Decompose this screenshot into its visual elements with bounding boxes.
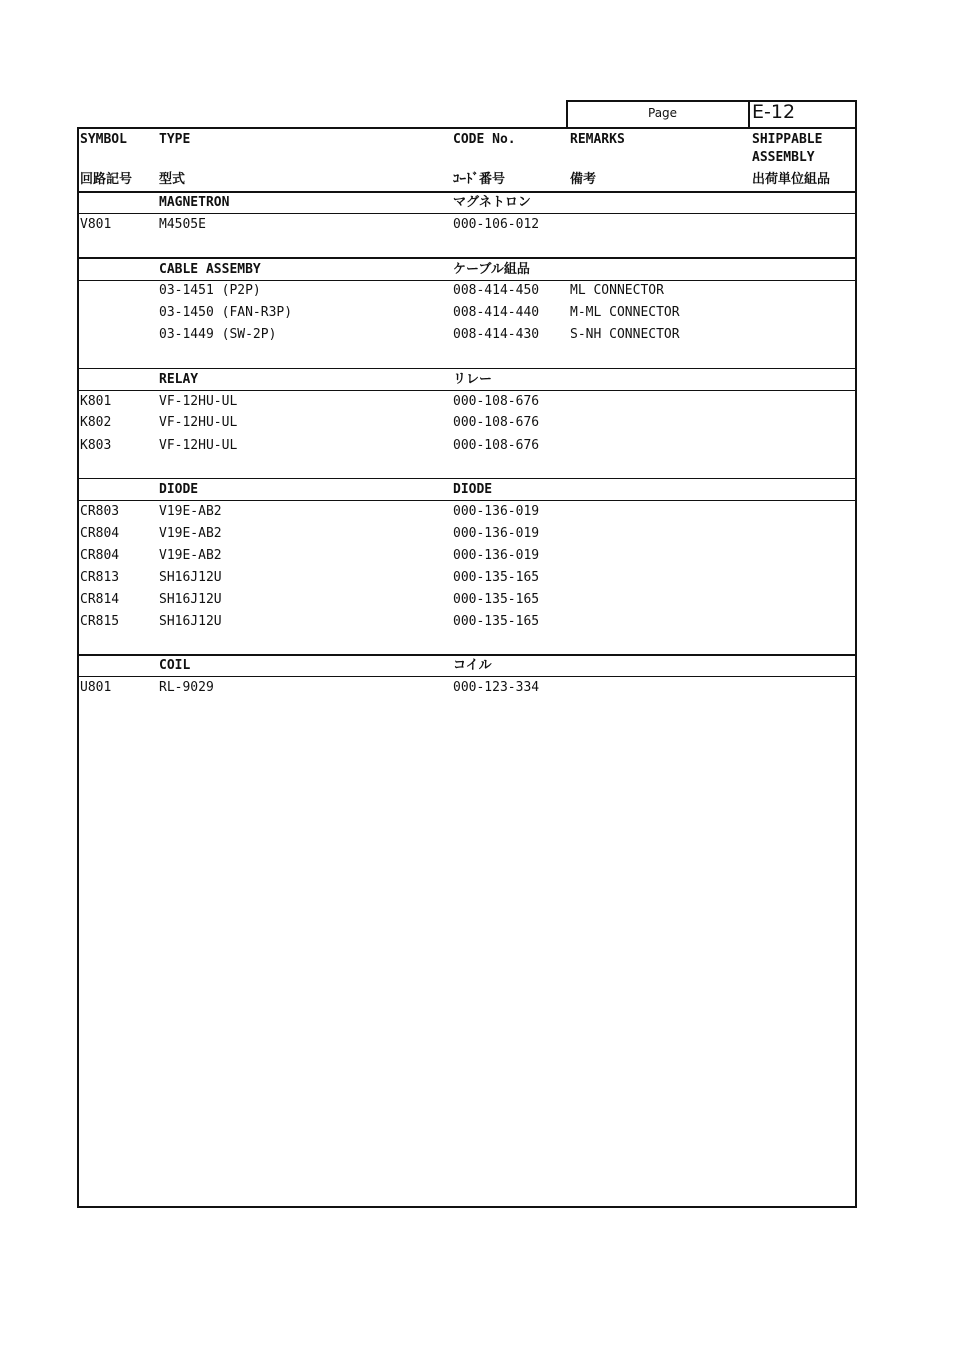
header-type: TYPE — [159, 132, 191, 147]
row-type: 03-1451 (P2P) — [159, 283, 261, 298]
section-title-jp: ケーブル組品 — [453, 262, 530, 277]
header-symbol-jp: 回路記号 — [80, 172, 133, 187]
page-label: Page — [648, 106, 678, 120]
header-code: CODE No. — [453, 132, 516, 147]
row-symbol: CR804 — [80, 526, 120, 541]
row-symbol: CR804 — [80, 548, 120, 563]
row-code: 000-135-165 — [453, 592, 540, 607]
header-shippable-jp: 出荷単位組品 — [752, 172, 831, 187]
row-type: M4505E — [159, 217, 206, 232]
section-title: MAGNETRON — [159, 195, 230, 210]
header-remarks: REMARKS — [570, 132, 625, 147]
row-remarks: ML CONNECTOR — [570, 283, 664, 298]
row-symbol: U801 — [80, 680, 112, 695]
header-symbol: SYMBOL — [80, 132, 127, 147]
row-type: V19E-AB2 — [159, 504, 222, 519]
row-symbol: CR815 — [80, 614, 120, 629]
row-code: 000-108-676 — [453, 438, 540, 453]
row-symbol: K802 — [80, 415, 112, 430]
row-code: 000-123-334 — [453, 680, 540, 695]
row-type: V19E-AB2 — [159, 526, 222, 541]
header-code-jp: ｺｰﾄﾞ番号 — [453, 172, 506, 187]
row-code: 008-414-450 — [453, 283, 540, 298]
section-title-jp: DIODE — [453, 482, 493, 497]
section-title: DIODE — [159, 482, 199, 497]
row-symbol: V801 — [80, 217, 112, 232]
row-remarks: S-NH CONNECTOR — [570, 327, 680, 342]
row-code: 000-136-019 — [453, 504, 540, 519]
row-code: 000-108-676 — [453, 394, 540, 409]
row-type: V19E-AB2 — [159, 548, 222, 563]
section-title-jp: リレー — [453, 372, 493, 387]
section-title: CABLE ASSEMBY — [159, 262, 261, 277]
row-code: 000-135-165 — [453, 570, 540, 585]
row-type: SH16J12U — [159, 614, 222, 629]
row-symbol: CR814 — [80, 592, 120, 607]
row-symbol: CR813 — [80, 570, 120, 585]
section-title-jp: コイル — [453, 658, 492, 673]
row-code: 000-135-165 — [453, 614, 540, 629]
header-remarks-jp: 備考 — [570, 172, 597, 187]
page-number: E-12 — [752, 101, 796, 123]
header-shippable-line1: SHIPPABLE — [752, 132, 823, 147]
row-code: 000-136-019 — [453, 526, 540, 541]
row-type: VF-12HU-UL — [159, 415, 238, 430]
row-symbol: K801 — [80, 394, 112, 409]
row-symbol: K803 — [80, 438, 112, 453]
row-remarks: M-ML CONNECTOR — [570, 305, 680, 320]
section-title: COIL — [159, 658, 191, 673]
header-type-jp: 型式 — [159, 172, 186, 187]
row-type: 03-1449 (SW-2P) — [159, 327, 277, 342]
row-code: 000-136-019 — [453, 548, 540, 563]
section-title: RELAY — [159, 372, 199, 387]
row-type: RL-9029 — [159, 680, 214, 695]
row-type: SH16J12U — [159, 592, 222, 607]
row-type: SH16J12U — [159, 570, 222, 585]
row-code: 008-414-440 — [453, 305, 540, 320]
header-shippable-line2: ASSEMBLY — [752, 150, 815, 165]
row-code: 000-106-012 — [453, 217, 540, 232]
row-code: 008-414-430 — [453, 327, 540, 342]
row-type: VF-12HU-UL — [159, 394, 238, 409]
section-title-jp: マグネトロン — [453, 195, 531, 210]
row-symbol: CR803 — [80, 504, 120, 519]
row-type: VF-12HU-UL — [159, 438, 238, 453]
row-type: 03-1450 (FAN-R3P) — [159, 305, 293, 320]
row-code: 000-108-676 — [453, 415, 540, 430]
